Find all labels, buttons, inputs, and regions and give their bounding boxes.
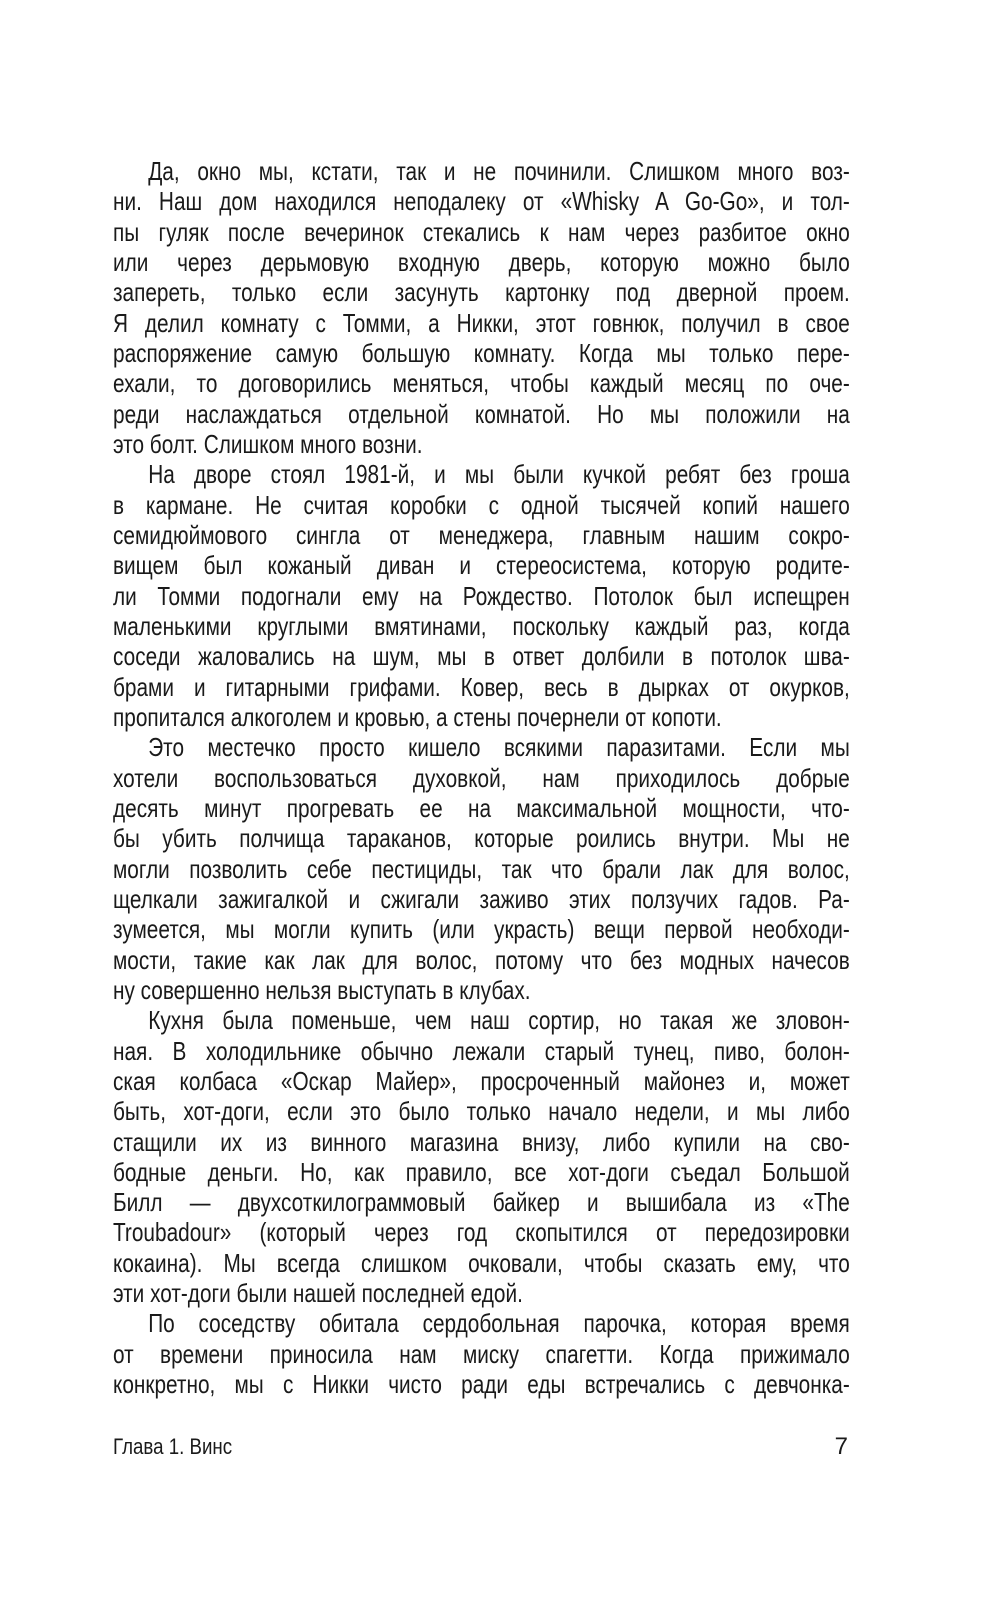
text-line: конкретно, мы с Никки чисто ради еды встречались с девчонка-: [113, 1369, 850, 1400]
text-line: это болт. Слишком много возни.: [113, 428, 423, 459]
text-line: или через дерьмовую входную дверь, которую можно было: [113, 246, 850, 277]
text-line: ли Томми подогнали ему на Рождество. Потолок был испещрен: [113, 580, 850, 611]
text-line: ская колбаса «Оскар Майер», просроченный майонез и, может: [113, 1065, 850, 1096]
running-footer-chapter: Глава 1. Винс: [113, 1434, 233, 1459]
text-line: На дворе стоял 1981-й, и мы были кучкой ребят без гроша: [148, 459, 850, 490]
paragraph: [113, 732, 850, 1005]
text-line: кокаина). Мы всегда слишком очковали, чтобы сказать ему, что: [113, 1247, 850, 1278]
text-line: Да, окно мы, кстати, так и не починили. Слишком много воз-: [148, 156, 850, 186]
text-line: Это местечко просто кишело всякими паразитами. Если мы: [148, 732, 850, 763]
page-number: 7: [834, 1433, 848, 1460]
text-line: хотели воспользоваться духовкой, нам приходилось добрые: [113, 762, 850, 793]
text-line: стащили их из винного магазина внизу, либо купили на сво-: [113, 1126, 850, 1157]
text-line: быть, хот-доги, если это было только начало недели, и мы либо: [113, 1096, 850, 1127]
text-line: запереть, только если засунуть картонку под дверной проем.: [113, 277, 850, 308]
text-line: десять минут прогревать ее на максимальной мощности, что-: [113, 792, 850, 823]
text-line: эти хот-доги были нашей последней едой.: [113, 1278, 523, 1309]
paragraph: [113, 1308, 850, 1399]
text-line: реди наслаждаться отдельной комнатой. Но мы положили на: [113, 398, 850, 429]
text-line: в кармане. Не считая коробки с одной тысячей копий нашего: [113, 489, 850, 520]
text-line: Билл — двухсоткилограммовый байкер и вышибала из «The: [113, 1187, 850, 1218]
text-line: соседи жаловались на шум, мы в ответ долбили в потолок шва-: [113, 641, 850, 672]
text-line: ни. Наш дом находился неподалеку от «Whisky A Go-Go», и тол-: [113, 186, 850, 217]
paragraph: [113, 156, 850, 459]
text-line: бы убить полчища тараканов, которые роились внутри. Мы не: [113, 823, 850, 854]
text-line: По соседству обитала сердобольная парочка, которая время: [148, 1308, 850, 1339]
text-line: Кухня была поменьше, чем наш сортир, но такая же зловон-: [148, 1005, 850, 1036]
text-line: распоряжение самую большую комнату. Когда мы только пере-: [113, 337, 850, 368]
text-line: пы гуляк после вечеринок стекались к нам через разбитое окно: [113, 216, 850, 247]
text-line: мости, такие как лак для волос, потому что без модных начесов: [113, 944, 850, 975]
text-line: бодные деньги. Но, как правило, все хот-доги съедал Большой: [113, 1156, 850, 1187]
text-line: щелкали зажигалкой и сжигали заживо этих ползучих гадов. Ра-: [113, 883, 850, 914]
paragraph: [113, 1005, 850, 1308]
text-line: ная. В холодильнике обычно лежали старый тунец, пиво, болон-: [113, 1035, 850, 1066]
text-line: маленькими круглыми вмятинами, поскольку каждый раз, когда: [113, 610, 850, 641]
text-line: Я делил комнату с Томми, а Никки, этот говнюк, получил в свое: [113, 307, 850, 338]
text-line: ну совершенно нельзя выступать в клубах.: [113, 974, 531, 1005]
text-line: могли позволить себе пестициды, так что брали лак для волос,: [113, 853, 850, 884]
body-text: [113, 156, 850, 1399]
text-line: зумеется, мы могли купить (или украсть) вещи первой необходи-: [113, 914, 850, 945]
text-line: семидюймового сингла от менеджера, главным нашим сокро-: [113, 519, 850, 550]
text-line: Troubadour» (который через год скопытился от передозировки: [113, 1217, 850, 1248]
text-line: вищем был кожаный диван и стереосистема, которую родите-: [113, 550, 850, 581]
text-line: ехали, то договорились меняться, чтобы каждый месяц по оче-: [113, 368, 850, 399]
text-line: пропитался алкоголем и кровью, а стены почернели от копоти.: [113, 701, 722, 732]
text-line: брами и гитарными грифами. Ковер, весь в дырках от окурков,: [113, 671, 850, 702]
text-line: от времени приносила нам миску спагетти. Когда прижимало: [113, 1338, 850, 1369]
paragraph: [113, 459, 850, 732]
